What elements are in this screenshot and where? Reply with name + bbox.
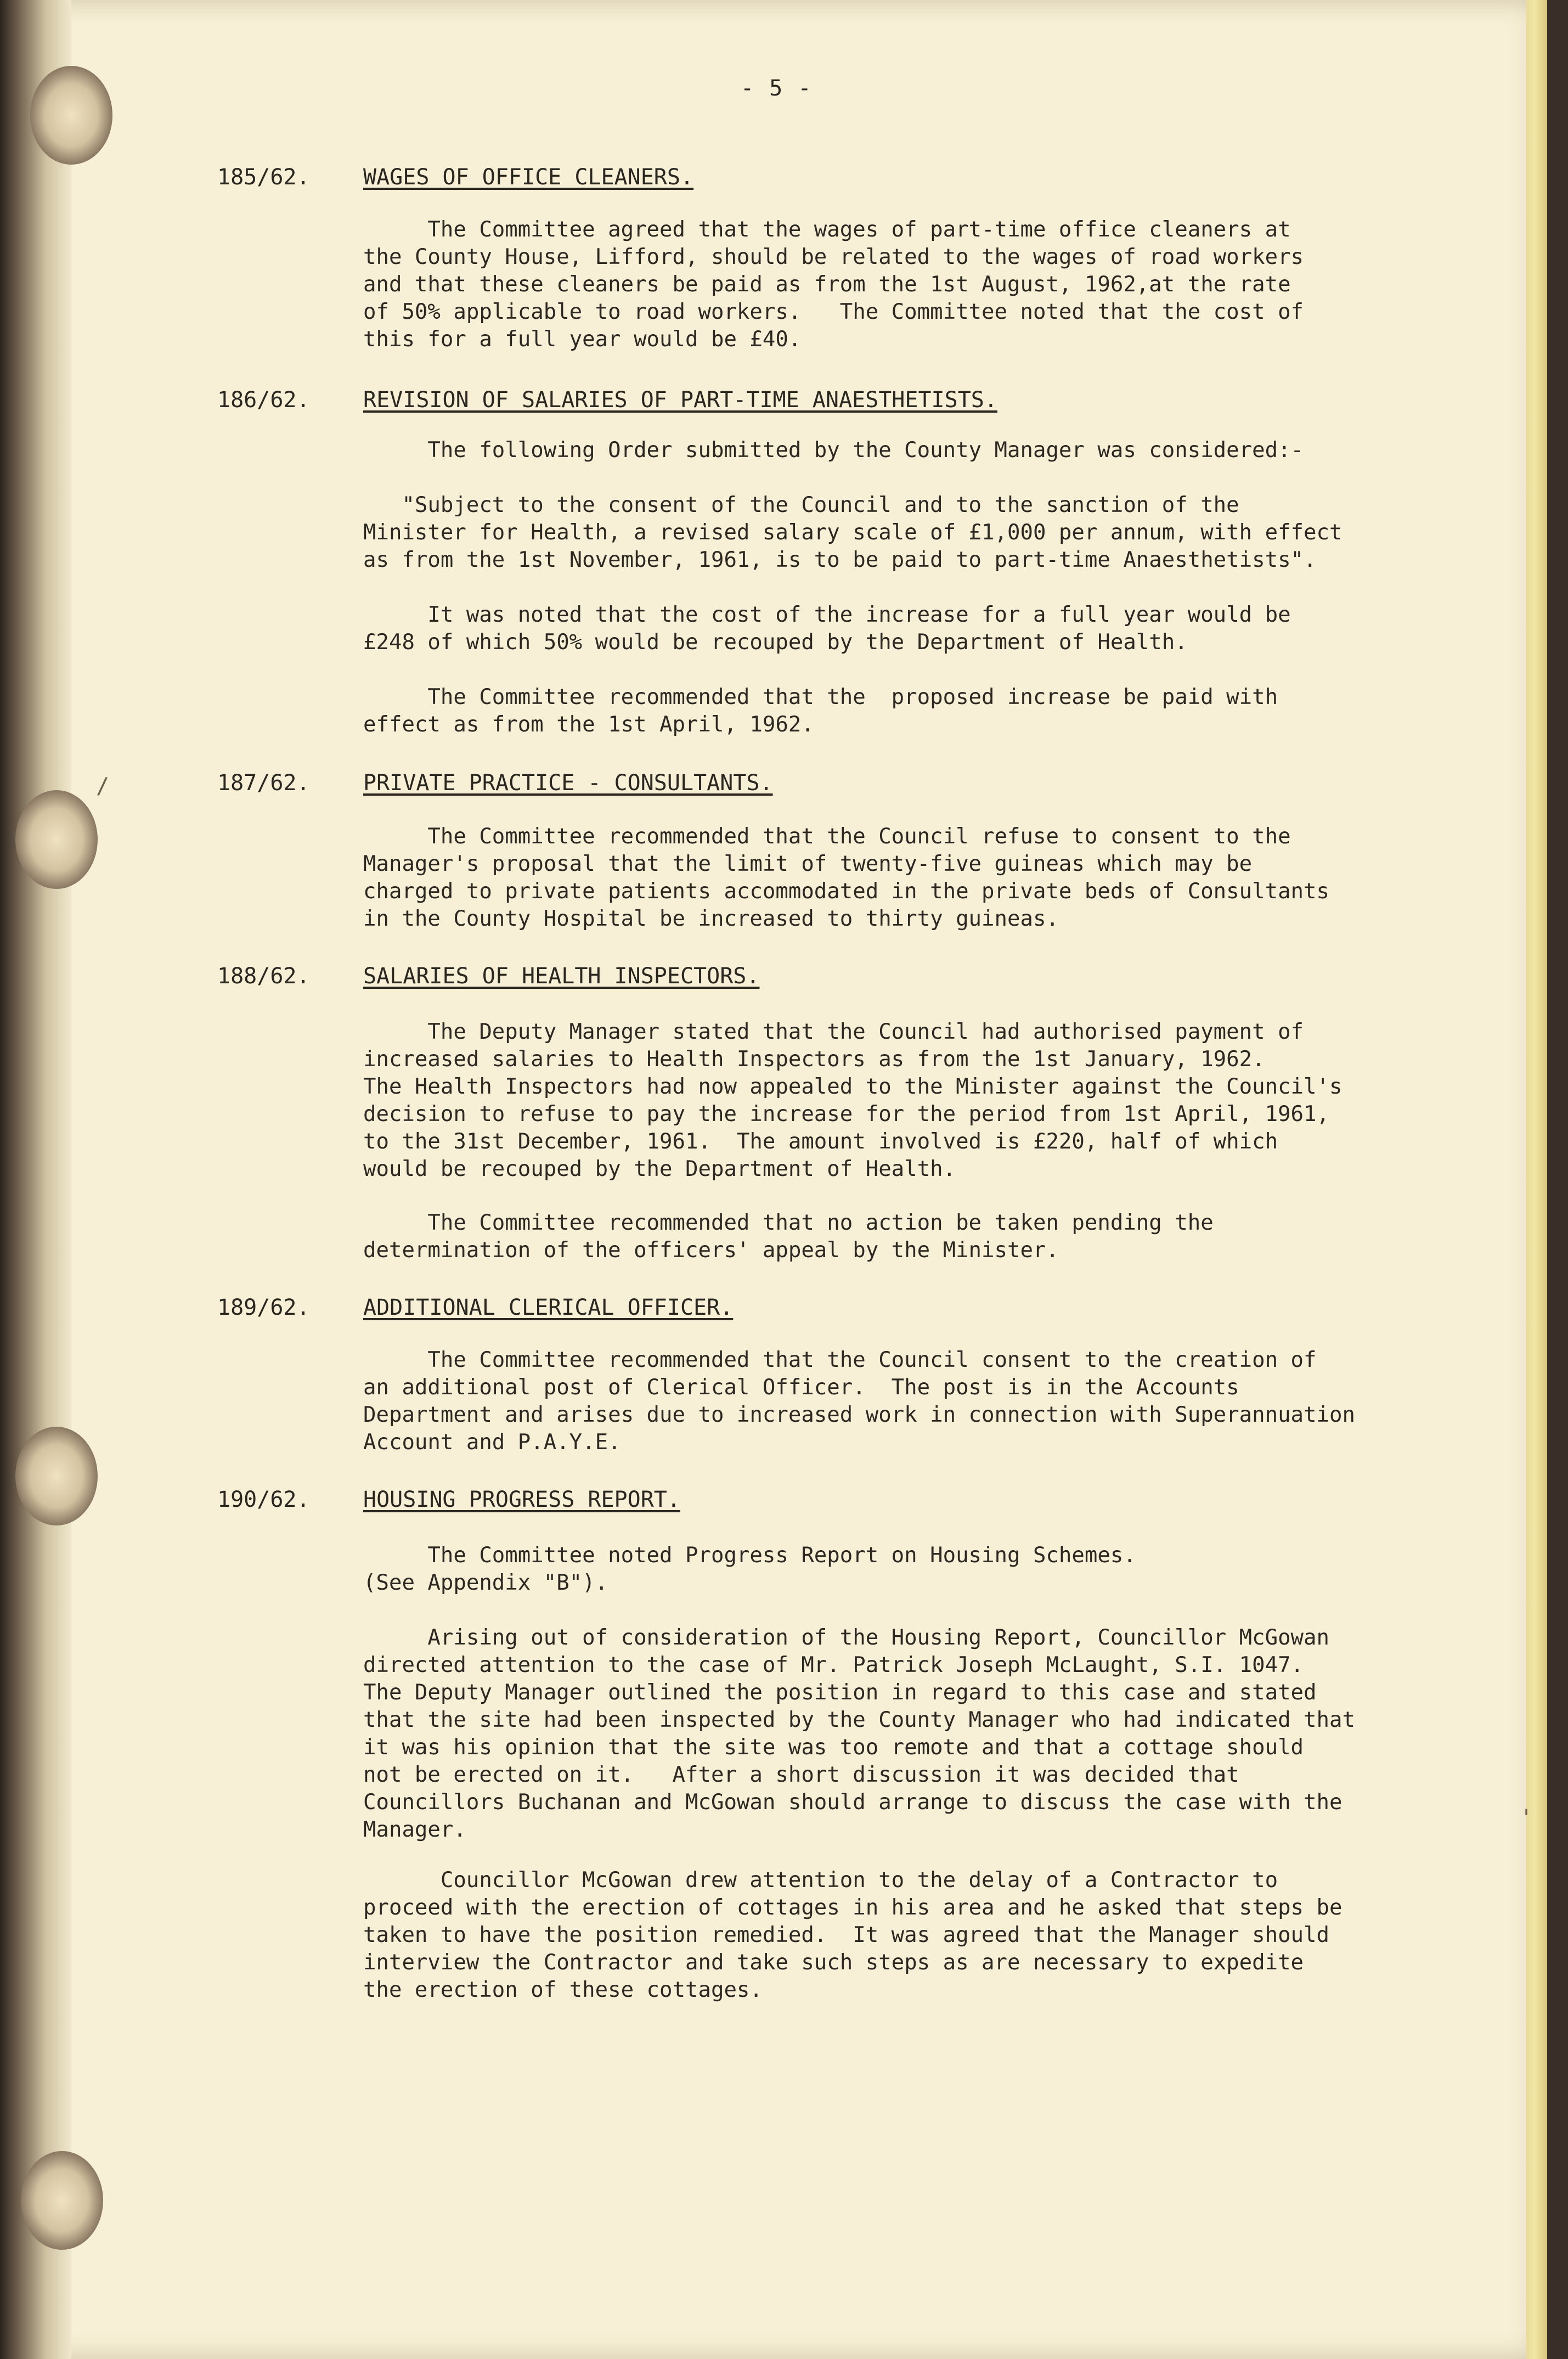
pencil-mark: ' (1520, 1805, 1533, 1831)
paragraph: Councillor McGowan drew attention to the delay of a Contractor to proceed with the erection of cottages in his area and he asked that steps be taken to have the position remedied. It was agreed that the Manager should interview the Contractor and take such steps as are necessary to expedite the erection of these cottages. (363, 1868, 1343, 2002)
paragraph: It was noted that the cost of the increase for a full year would be £248 of which 50% would be recouped by the Department of Health. (363, 603, 1291, 655)
binding-spine (0, 0, 71, 2359)
entry-title: HOUSING PROGRESS REPORT. (363, 1487, 680, 1512)
entry-title: ADDITIONAL CLERICAL OFFICER. (363, 1295, 734, 1320)
quoted-order: "Subject to the consent of the Council and to the sanction of the Minister for Health, a revised salary scale of £1,000 per annum, with effect as from the 1st November, 1961, is to be paid to part-time Anaesthetists". (363, 493, 1343, 572)
entry-number: 190/62. (217, 1487, 310, 1512)
page-number: - 5 - (741, 76, 813, 101)
binder-ring-3 (15, 1427, 98, 1525)
entry-number: 189/62. (217, 1295, 310, 1320)
paragraph: The Deputy Manager stated that the Council had authorised payment of increased salaries to Health Inspectors as from the 1st January, 1962. The Health Inspectors had now appealed to the Minister against the Council's decision to refuse to pay the increase for the period from 1st April, 1961, to the 31st December, 1961. The amount involved is £220, half of which would be recouped by the Department of Health. (363, 1020, 1343, 1181)
entry-title: WAGES OF OFFICE CLEANERS. (363, 165, 694, 190)
entry-number: 186/62. (217, 387, 310, 413)
paragraph: The Committee noted Progress Report on Housing Schemes. (See Appendix "B"). (363, 1543, 1136, 1595)
paragraph: The following Order submitted by the County Manager was considered:- (363, 438, 1304, 463)
entry-title: SALARIES OF HEALTH INSPECTORS. (363, 964, 760, 989)
paragraph: The Committee recommended that the Council refuse to consent to the Manager's proposal that the limit of twenty-five guineas which may be charged to private patients accommodated in the private beds of Consultants in the County Hospital be increased to thirty guineas. (363, 824, 1329, 931)
pencil-mark: / (96, 774, 110, 799)
paragraph: The Committee recommended that the proposed increase be paid with effect as from the 1st April, 1962. (363, 685, 1278, 737)
entry-number: 188/62. (217, 964, 310, 989)
paragraph: The Committee recommended that the Council consent to the creation of an additional post of Clerical Officer. The post is in the Accounts Department and arises due to increased work in connection with Superannuation Account and P.A.Y.E. (363, 1348, 1355, 1455)
binder-ring-4 (21, 2151, 103, 2250)
entry-title: PRIVATE PRACTICE - CONSULTANTS. (363, 770, 773, 796)
entry-number: 187/62. (217, 770, 310, 796)
paragraph: Arising out of consideration of the Housing Report, Councillor McGowan directed attention to the case of Mr. Patrick Joseph McLaught, S.I. 1047. The Deputy Manager outlined the position in regard to this case and stated that the site had been inspected by the County Manager who had indicated that it was his opinion that the site was too remote and that a cottage should not be erected on it. After a short discussion it was decided that Councillors Buchanan and McGowan should arrange to discuss the case with the Manager. (363, 1625, 1355, 1842)
entry-title: REVISION OF SALARIES OF PART-TIME ANAESTHETISTS. (363, 387, 997, 413)
entry-number: 185/62. (217, 165, 310, 190)
binder-ring-2 (15, 790, 98, 889)
paragraph: The Committee agreed that the wages of part-time office cleaners at the County House, Lifford, should be related to the wages of road workers and that these cleaners be paid as from the 1st August, 1962,at the rate of 50% applicable to road workers. The Committee noted that the cost of this for a full year would be £40. (363, 217, 1304, 352)
binder-ring-1 (30, 66, 112, 165)
paragraph: The Committee recommended that no action be taken pending the determination of the officers' appeal by the Minister. (363, 1211, 1214, 1263)
page-edge (1526, 0, 1547, 2359)
